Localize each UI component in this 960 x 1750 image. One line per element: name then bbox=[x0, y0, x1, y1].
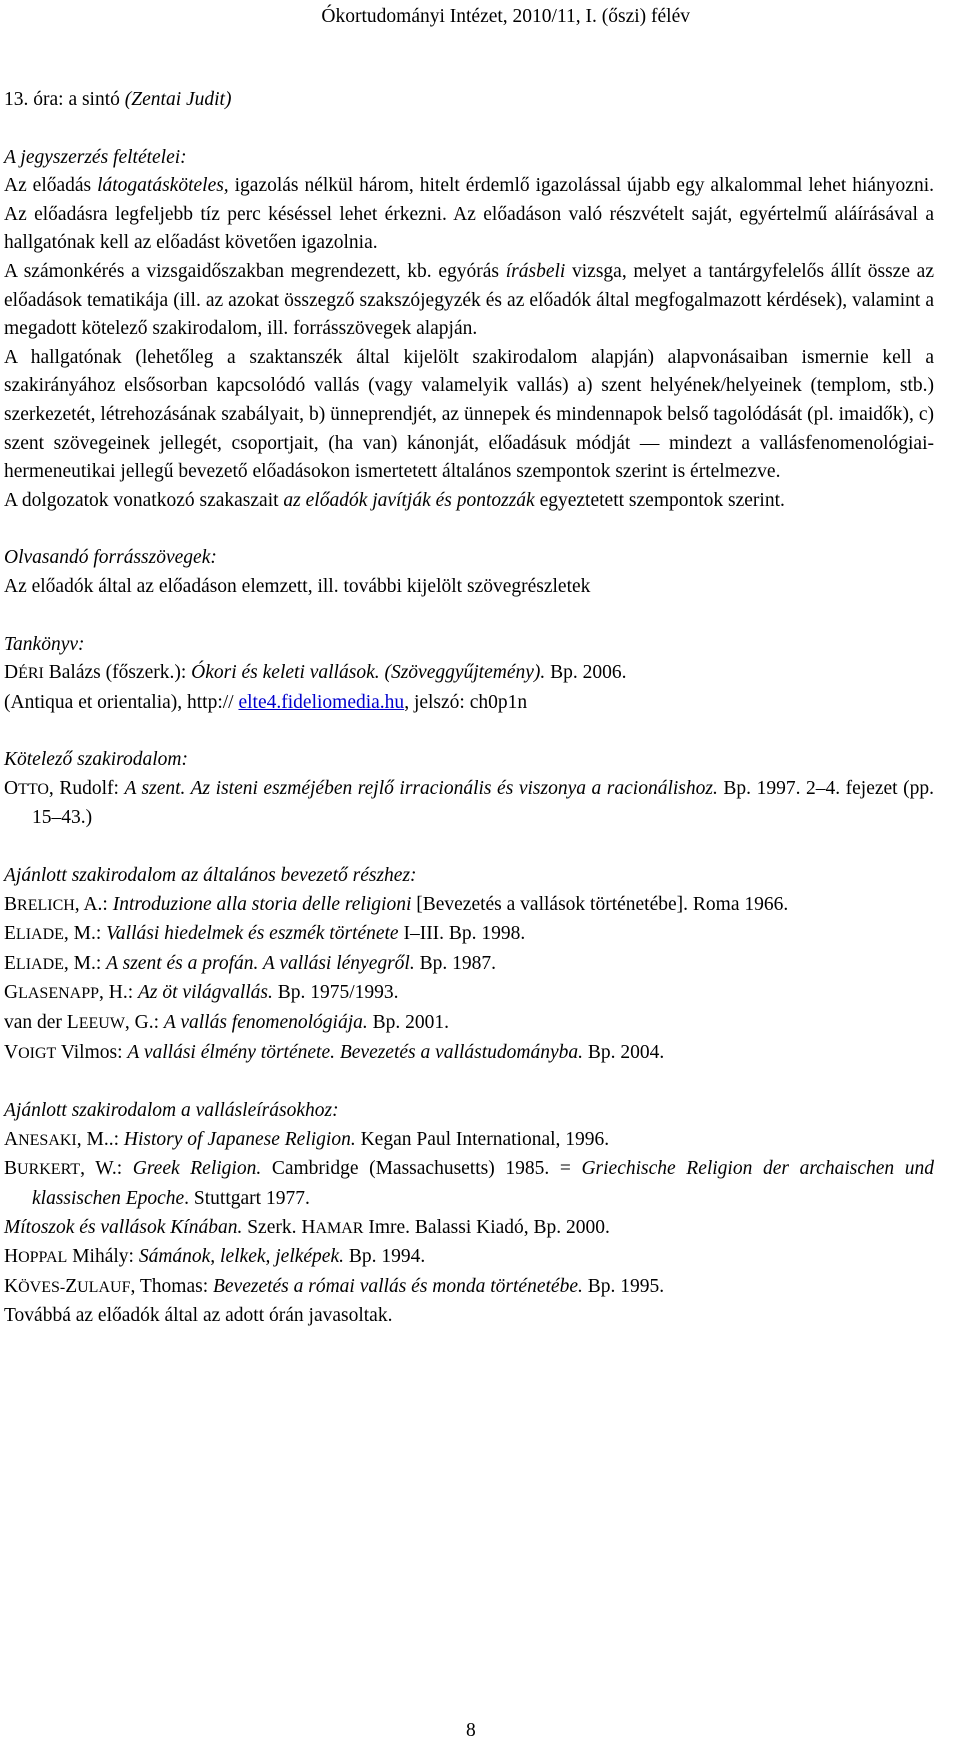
book-title: Mítoszok és vallások Kínában. bbox=[4, 1216, 243, 1238]
text-run: Bp. 2004. bbox=[582, 1041, 665, 1063]
requirements-grading bbox=[4, 487, 934, 516]
emphasis: írásbeli bbox=[505, 260, 566, 282]
text-run: , M..: bbox=[76, 1128, 124, 1150]
text-run: , Rudolf: bbox=[48, 777, 125, 799]
book-title: History of Japanese Religion. bbox=[123, 1128, 356, 1150]
author-initial: E bbox=[4, 952, 16, 974]
author-initial: van der L bbox=[4, 1012, 79, 1034]
page-number: 8 bbox=[466, 1720, 476, 1741]
text-run: , Thomas: bbox=[130, 1275, 213, 1297]
text-run: , M.: bbox=[63, 923, 107, 945]
requirements-attendance bbox=[4, 172, 934, 258]
text-run: A számonkérés a vizsgaidőszakban megrendezett, kb. egyórás bbox=[4, 260, 506, 282]
author-smallcaps: EEUW bbox=[78, 1015, 125, 1033]
lecture-number: 13. óra: a sintó bbox=[4, 89, 125, 110]
text-run: [Bevezetés a vallások történetébe]. Roma 1966. bbox=[411, 893, 789, 915]
author-smallcaps: TTO bbox=[18, 780, 49, 798]
text-run: Az előadás bbox=[4, 175, 98, 197]
text-run: Szerk. bbox=[242, 1216, 302, 1238]
text-run: Kegan Paul International, 1996. bbox=[355, 1128, 610, 1150]
author-initial: A bbox=[4, 1128, 19, 1150]
book-title: A vallási élmény története. Bevezetés a vallástudományba. bbox=[127, 1041, 583, 1063]
text-run: igazolás nélkül három, hitelt érdemlő igazolással újabb egy alkalommal lehet hiányozni. Az előadásra legfeljebb tíz perc késéssel lehet érkezni. Az előadáson való részvételt saját, egyértelmű aláírásával a hallgatónak kell az előadást követően igazolnia. bbox=[4, 175, 934, 254]
text-run: , jelszó: ch0p1n bbox=[404, 691, 528, 713]
lecturer-name: (Zentai Judit) bbox=[124, 89, 232, 110]
text-run: A dolgozatok vonatkozó szakaszait bbox=[4, 489, 284, 511]
book-title: Bevezetés a római vallás és monda történetébe. bbox=[212, 1275, 583, 1297]
author-initial: D bbox=[4, 662, 19, 684]
author-initial: H bbox=[4, 1246, 19, 1268]
text-run: Cambridge (Massachusetts) 1985. = bbox=[261, 1158, 582, 1180]
author-smallcaps: RELICH bbox=[17, 896, 75, 914]
document-body bbox=[4, 86, 934, 1331]
text-run: Bp. 1995. bbox=[582, 1275, 665, 1297]
closing-note: Továbbá az előadók által az adott órán javasoltak. bbox=[4, 1305, 393, 1327]
specific-heading: Ajánlott szakirodalom a vallásleírásokhoz: bbox=[4, 1100, 339, 1122]
book-title: A szent. Az isteni eszméjében rejlő irracionális és viszonya a racionálishoz. bbox=[124, 777, 718, 799]
lecture-title bbox=[4, 86, 934, 115]
text-run: Bp. 1975/1993. bbox=[272, 982, 399, 1004]
author-initial: B bbox=[4, 1158, 18, 1180]
reference-entry bbox=[4, 1126, 934, 1156]
author-smallcaps: NESAKI bbox=[18, 1131, 77, 1149]
text-run: Bp. 1994. bbox=[344, 1246, 426, 1268]
book-title: Introduzione alla storia delle religioni bbox=[112, 893, 412, 915]
text-run: Bp. 1997. 2–4. fejezet (pp. 15–43.) bbox=[32, 777, 934, 829]
book-title: A szent és a profán. A vallási lényegről. bbox=[106, 952, 415, 974]
book-title: Griechische Religion der archaischen und klassischen Epoche bbox=[32, 1158, 935, 1209]
book-title: Az öt világvallás. bbox=[138, 982, 273, 1004]
author-initial: G bbox=[4, 982, 19, 1004]
running-header: Ókortudományi Intézet, 2010/11, I. (őszi) félév bbox=[321, 6, 690, 27]
text-run: egyeztetett szempontok szerint. bbox=[534, 489, 785, 511]
text-run: Vilmos: bbox=[56, 1041, 128, 1063]
text-run: , W.: bbox=[80, 1158, 133, 1180]
reference-entry bbox=[4, 891, 934, 921]
reference-entry bbox=[4, 1039, 934, 1069]
author-initial: K bbox=[4, 1275, 19, 1297]
reference-entry bbox=[4, 1243, 934, 1273]
author-smallcaps: LIADE bbox=[15, 926, 64, 944]
author-smallcaps: AMAR bbox=[315, 1219, 364, 1237]
requirements-heading: A jegyszerzés feltételei: bbox=[4, 146, 187, 168]
author-initial: Z bbox=[65, 1275, 78, 1297]
text-run: , G.: bbox=[124, 1012, 164, 1034]
textbook-heading: Tankönyv: bbox=[4, 633, 85, 655]
emphasis: az előadók javítják és pontozzák bbox=[283, 489, 535, 511]
sources-text: Az előadók által az előadáson elemzett, ill. további kijelölt szövegrészletek bbox=[4, 575, 591, 597]
reference-entry bbox=[4, 1155, 934, 1213]
textbook-link[interactable]: elte4.fideliomedia.hu bbox=[238, 691, 405, 713]
text-run: (Antiqua et orientalia), http:// bbox=[4, 691, 239, 713]
author-initial: V bbox=[4, 1041, 19, 1063]
requirements-knowledge: A hallgatónak (lehetőleg a szaktanszék által kijelölt szakirodalom alapján) alapvonásaiban ismernie kell a szakirányához elsősorban kapcsolódó vallás (vagy valamelyik vallás) a) szent helyének/helyeinek (templom, stb.) szerkezetét, létrehozásának szabályait, b) ünneprendjét, az ünnepek és mindennapok belső tagolódását (pl. imaidők), c) szent szövegeinek jellegét, csoportjait, (ha van) kánonját, előadásuk módját — mindezt a vallásfenomenológiai-hermeneutikai jellegű bevezető előadásokon ismertetett általános szempontok szerint is értelmezve. bbox=[4, 346, 934, 483]
book-title: Vallási hiedelmek és eszmék története bbox=[106, 923, 399, 945]
textbook-series bbox=[4, 689, 934, 718]
mandatory-entry bbox=[4, 775, 934, 833]
author-initial: B bbox=[4, 893, 18, 915]
specific-references bbox=[4, 1126, 934, 1331]
author-smallcaps: OIGT bbox=[18, 1044, 57, 1062]
reference-entry bbox=[4, 1273, 934, 1303]
text-run: Balázs (főszerk.): bbox=[43, 662, 192, 684]
book-title: A vallás fenomenológiája. bbox=[163, 1012, 368, 1034]
mandatory-heading: Kötelező szakirodalom: bbox=[4, 749, 188, 771]
author-smallcaps: ÉRI bbox=[18, 665, 44, 683]
author-smallcaps: URKERT bbox=[17, 1161, 81, 1179]
textbook-entry bbox=[4, 659, 934, 689]
author-initial: E bbox=[4, 923, 16, 945]
text-run: Imre. Balassi Kiadó, Bp. 2000. bbox=[363, 1216, 610, 1238]
author-smallcaps: ULAUF bbox=[77, 1278, 131, 1296]
sources-heading: Olvasandó forrásszövegek: bbox=[4, 547, 217, 569]
author-smallcaps: ÖVES- bbox=[18, 1278, 66, 1296]
emphasis: látogatásköteles, bbox=[97, 175, 229, 197]
text-run: Bp. 1987. bbox=[414, 952, 496, 974]
text-run: Mihály: bbox=[67, 1246, 139, 1268]
author-initial: H bbox=[301, 1216, 316, 1238]
text-run: Bp. 2001. bbox=[367, 1012, 450, 1034]
text-run: I–III. Bp. 1998. bbox=[398, 923, 526, 945]
text-run: , H.: bbox=[99, 982, 138, 1004]
text-run: Bp. 2006. bbox=[545, 662, 627, 684]
reference-entry bbox=[4, 1009, 934, 1039]
author-initial: O bbox=[4, 777, 19, 799]
book-title: Greek Religion. bbox=[132, 1158, 262, 1180]
text-run: . Stuttgart 1977. bbox=[184, 1188, 310, 1209]
requirements-exam bbox=[4, 258, 934, 344]
author-smallcaps: LIADE bbox=[15, 955, 64, 973]
reference-entry bbox=[4, 979, 934, 1009]
text-run: , M.: bbox=[63, 952, 107, 974]
reference-entry bbox=[4, 950, 934, 980]
author-smallcaps: LASENAPP bbox=[18, 985, 99, 1003]
reference-entry bbox=[4, 1214, 934, 1244]
general-heading: Ajánlott szakirodalom az általános bevezető részhez: bbox=[4, 865, 417, 887]
reference-entry bbox=[4, 920, 934, 950]
book-title: Sámánok, lelkek, jelképek. bbox=[138, 1246, 344, 1268]
book-title: Ókori és keleti vallások. (Szöveggyűjtemény). bbox=[191, 662, 546, 684]
text-run: vizsga, melyet a tantárgyfelelős állít össze az előadások tematikája (ill. az azokat összegző szakszójegyzék és az előadók által megfogalmazott kérdések), valamint a megadott kötelező szakirodalom, ill. forrásszövegek alapján. bbox=[4, 260, 934, 340]
author-smallcaps: OPPAL bbox=[18, 1249, 68, 1267]
text-run: , A.: bbox=[74, 893, 113, 915]
general-references bbox=[4, 891, 934, 1069]
